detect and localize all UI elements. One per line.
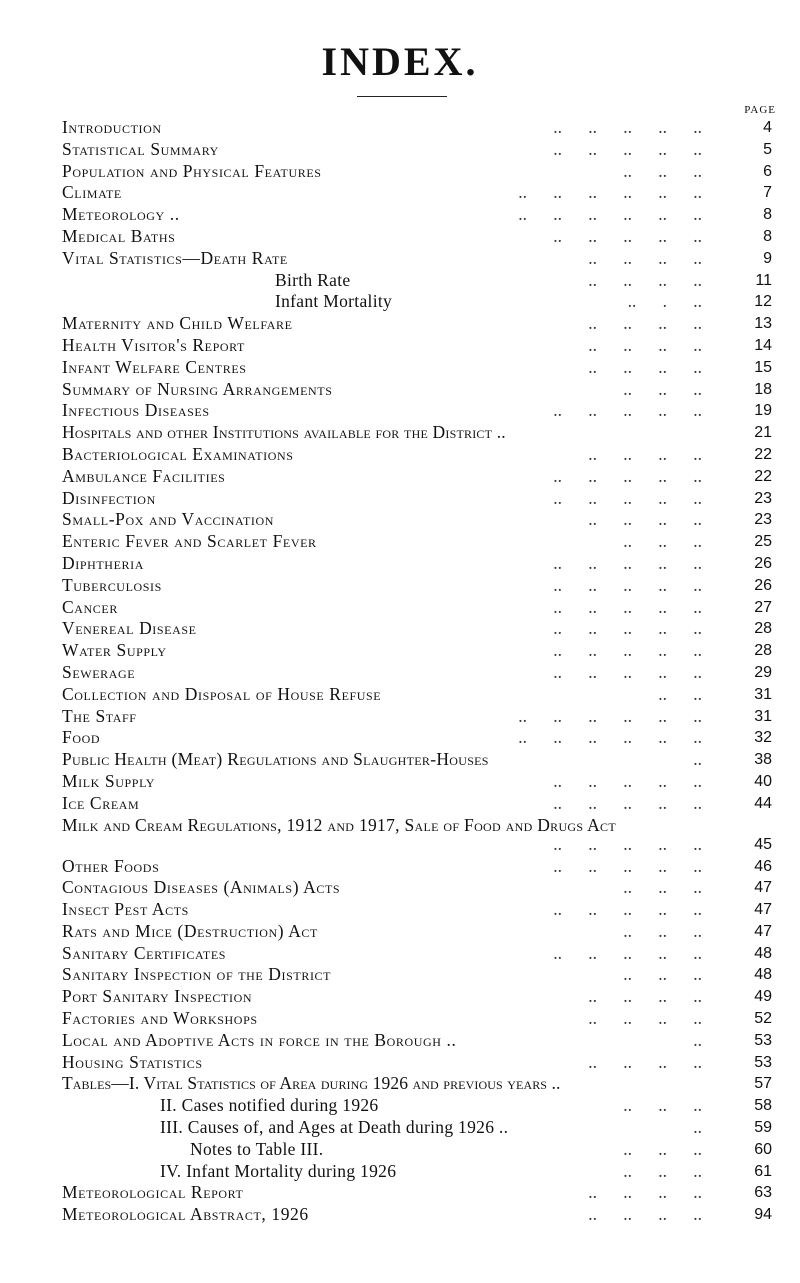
entry-label: Food (62, 727, 101, 748)
index-entry-medical-baths (62, 226, 772, 248)
entry-label: Statistical Summary (62, 138, 219, 159)
entry-label: Enteric Fever and Scarlet Fever (62, 531, 317, 552)
leader-dots: .. .. .. .. .. (553, 942, 702, 963)
entry-page: 19 (754, 402, 772, 420)
leader-dots: .. .. .. (623, 531, 702, 552)
entry-page: 7 (763, 184, 772, 202)
entry-label: The Staff (62, 705, 137, 726)
entry-label: Bacteriological Examinations (62, 443, 294, 464)
leader-dots: .. .. .. .. .. (553, 855, 702, 876)
leader-dots: .. .. .. (623, 1095, 702, 1116)
entry-label: Climate (62, 182, 122, 203)
entry-label: Port Sanitary Inspection (62, 986, 253, 1007)
entry-page: 47 (754, 879, 772, 897)
entry-page: 63 (754, 1184, 772, 1202)
entry-label: Meteorological Abstract, 1926 (62, 1204, 309, 1225)
leader-dots: .. .. .. .. (588, 356, 702, 377)
entry-label: Milk and Cream Regulations, 1912 and 1917, Sale of Food and Drugs Act (62, 814, 616, 835)
index-entry-maternity (62, 313, 772, 335)
entry-page: 52 (754, 1010, 772, 1028)
leader-dots: .. .. .. .. .. (553, 770, 702, 791)
entry-page: 6 (763, 162, 772, 180)
entry-page: 5 (763, 140, 772, 158)
leader-dots: .. (693, 1117, 702, 1138)
entry-label: Notes to Table III. (190, 1138, 324, 1159)
index-entry-meteorology (62, 204, 772, 226)
index-entry-hospitals (62, 422, 772, 444)
entry-label: Insect Pest Acts (62, 899, 189, 920)
entry-page: 94 (754, 1206, 772, 1224)
index-entry-milk-cream-regulations (62, 815, 772, 856)
entry-page: 61 (754, 1162, 772, 1180)
index-entry-statistical-summary (62, 139, 772, 161)
entry-page: 60 (754, 1140, 772, 1158)
entry-label: Population and Physical Features (62, 160, 322, 181)
index-entry-death-rate (62, 248, 772, 270)
title-rule (357, 96, 447, 97)
entry-page: 22 (754, 445, 772, 463)
entry-page: 8 (763, 227, 772, 245)
leader-dots: .. .. (658, 683, 702, 704)
leader-dots: .. .. .. .. (588, 334, 702, 355)
leader-dots: .. .. .. .. .. (553, 618, 702, 639)
entry-page: 29 (754, 663, 772, 681)
entry-page: 57 (754, 1075, 772, 1093)
leader-dots: .. .. .. .. .. (553, 640, 702, 661)
leader-dots: .. .. .. .. (588, 509, 702, 530)
index-entry-venereal (62, 618, 772, 640)
entry-page: 22 (754, 467, 772, 485)
entry-page: 27 (754, 598, 772, 616)
entry-page: 4 (763, 119, 772, 136)
leader-dots: .. .. .. .. .. .. (518, 705, 702, 726)
entry-page: 11 (755, 271, 772, 289)
index-entry-population (62, 161, 772, 183)
index-entry-contagious-diseases (62, 877, 772, 899)
index-entry-milk-supply (62, 771, 772, 793)
leader-dots: .. .. .. .. .. (553, 661, 702, 682)
leader-dots: .. .. .. .. .. (553, 487, 702, 508)
entry-page: 9 (763, 249, 772, 267)
leader-dots: .. .. .. .. .. (553, 596, 702, 617)
entry-page: 23 (754, 511, 772, 529)
entry-page: 38 (754, 751, 772, 769)
index-entry-notes-table-iii (62, 1139, 772, 1161)
index-entry-tables-vital-statistics (62, 1073, 772, 1095)
index-entry-bacteriological (62, 444, 772, 466)
entry-label: Birth Rate (275, 269, 351, 290)
entry-label: IV. Infant Mortality during 1926 (160, 1160, 397, 1181)
entry-page: 13 (754, 315, 772, 333)
entry-label: Infectious Diseases (62, 400, 210, 421)
entry-label: Tables—I. Vital Statistics of Area during 1926 and previous years .. (62, 1073, 561, 1094)
entry-label: Infant Mortality (275, 291, 393, 312)
leader-dots: .. .. .. .. .. (553, 833, 702, 854)
index-entry-enteric-fever (62, 531, 772, 553)
index-entry-meteorological-abstract (62, 1204, 772, 1226)
entry-page: 47 (754, 901, 772, 919)
index-entry-infant-mortality (62, 291, 772, 313)
entry-label: Factories and Workshops (62, 1008, 258, 1029)
index-entry-ambulance (62, 466, 772, 488)
entry-label: Meteorological Report (62, 1182, 244, 1203)
leader-dots: .. .. .. .. (588, 1008, 702, 1029)
entry-label: Ambulance Facilities (62, 465, 226, 486)
entry-page: 31 (754, 707, 772, 725)
entry-page: 26 (754, 576, 772, 594)
leader-dots: .. .. .. (623, 160, 702, 181)
entry-page: 40 (754, 772, 772, 790)
leader-dots: .. . .. (627, 291, 702, 312)
leader-dots: .. .. .. .. (588, 1204, 702, 1225)
index-entries (62, 117, 772, 1226)
index-entry-meat-regulations (62, 749, 772, 771)
leader-dots: .. .. .. .. .. (553, 899, 702, 920)
entry-label: Disinfection (62, 487, 156, 508)
index-entry-health-visitor (62, 335, 772, 357)
entry-page: 28 (754, 642, 772, 660)
index-entry-diphtheria (62, 553, 772, 575)
index-entry-factories (62, 1008, 772, 1030)
leader-dots: .. .. .. .. .. (553, 138, 702, 159)
index-entry-house-refuse (62, 684, 772, 706)
entry-label: Ice Cream (62, 792, 140, 813)
entry-label: Maternity and Child Welfare (62, 313, 293, 334)
leader-dots: .. .. .. (623, 378, 702, 399)
index-entry-infant-mortality-table (62, 1161, 772, 1183)
entry-page: 49 (754, 988, 772, 1006)
leader-dots: .. .. .. .. (588, 313, 702, 334)
index-entry-housing-statistics (62, 1052, 772, 1074)
index-entry-sanitary-certificates (62, 943, 772, 965)
entry-page: 8 (763, 206, 772, 224)
index-entry-food (62, 727, 772, 749)
index-entry-rats-mice (62, 921, 772, 943)
page-title: INDEX. (321, 39, 479, 84)
entry-label: Vital Statistics—Death Rate (62, 247, 288, 268)
entry-label: Milk Supply (62, 770, 156, 791)
index-entry-sewerage (62, 662, 772, 684)
entry-page: 32 (754, 729, 772, 747)
leader-dots: .. .. .. .. .. (553, 117, 702, 137)
index-entry-cancer (62, 597, 772, 619)
index-entry-infectious-diseases (62, 400, 772, 422)
entry-page: 18 (754, 380, 772, 398)
entry-page: 47 (754, 922, 772, 940)
entry-label: Infant Welfare Centres (62, 356, 247, 377)
leader-dots: .. .. .. (623, 877, 702, 898)
index-entry-birth-rate (62, 270, 772, 292)
entry-label: Public Health (Meat) Regulations and Slaughter-Houses (62, 749, 489, 770)
entry-label: Diphtheria (62, 552, 144, 573)
leader-dots: .. .. .. .. (588, 269, 702, 290)
page-column-header: PAGE (744, 104, 776, 116)
entry-label: Medical Baths (62, 225, 176, 246)
entry-page: 46 (754, 857, 772, 875)
leader-dots: .. .. .. .. .. (553, 552, 702, 573)
index-entry-infant-welfare (62, 357, 772, 379)
entry-label: Sanitary Inspection of the District (62, 964, 332, 985)
entry-label: Collection and Disposal of House Refuse (62, 683, 382, 704)
entry-page: 28 (754, 620, 772, 638)
leader-dots: .. (693, 749, 702, 770)
entry-label: Other Foods (62, 855, 160, 876)
index-entry-nursing (62, 379, 772, 401)
index-entry-local-acts (62, 1030, 772, 1052)
entry-label: Sanitary Certificates (62, 942, 227, 963)
leader-dots: .. .. .. .. (588, 986, 702, 1007)
leader-dots: .. .. .. (623, 920, 702, 941)
entry-page: 44 (754, 794, 772, 812)
index-entry-insect-pest (62, 899, 772, 921)
leader-dots: .. .. .. .. (588, 1051, 702, 1072)
index-entry-disinfection (62, 488, 772, 510)
index-entry-sanitary-inspection (62, 964, 772, 986)
entry-page: 25 (754, 533, 772, 551)
leader-dots: .. .. .. .. (588, 443, 702, 464)
index-entry-small-pox (62, 509, 772, 531)
leader-dots: .. (693, 1029, 702, 1050)
index-entry-meteorological-report (62, 1182, 772, 1204)
entry-label: Rats and Mice (Destruction) Act (62, 920, 318, 941)
entry-page: 14 (754, 336, 772, 354)
entry-label: II. Cases notified during 1926 (160, 1095, 379, 1116)
entry-page: 53 (754, 1031, 772, 1049)
entry-label: Summary of Nursing Arrangements (62, 378, 333, 399)
entry-label: Health Visitor's Report (62, 334, 245, 355)
entry-label: III. Causes of, and Ages at Death during 1926 .. (160, 1117, 509, 1138)
index-entry-climate (62, 182, 772, 204)
leader-dots: .. .. .. .. .. (553, 465, 702, 486)
entry-page: 26 (754, 554, 772, 572)
entry-label: Sewerage (62, 661, 136, 682)
entry-page: 31 (754, 685, 772, 703)
entry-label: Meteorology .. (62, 204, 180, 225)
entry-label: Hospitals and other Institutions available for the District .. (62, 422, 506, 443)
entry-page: 53 (754, 1053, 772, 1071)
index-entry-port-sanitary (62, 986, 772, 1008)
leader-dots: .. .. .. .. .. .. (518, 182, 702, 203)
index-entry-other-foods (62, 856, 772, 878)
leader-dots: .. .. .. (623, 1138, 702, 1159)
leader-dots: .. .. .. (623, 1160, 702, 1181)
entry-label: Housing Statistics (62, 1051, 203, 1072)
index-entry-cases-notified (62, 1095, 772, 1117)
leader-dots: .. .. .. .. .. (553, 225, 702, 246)
entry-label: Local and Adoptive Acts in force in the Borough .. (62, 1029, 457, 1050)
leader-dots: .. .. .. .. (588, 1182, 702, 1203)
entry-page: 45 (754, 835, 772, 853)
entry-label: Water Supply (62, 640, 167, 661)
entry-label: Venereal Disease (62, 618, 197, 639)
leader-dots: .. .. .. .. .. (553, 574, 702, 595)
entry-page: 59 (754, 1119, 772, 1137)
index-entry-ice-cream (62, 793, 772, 815)
leader-dots: .. .. .. .. (588, 247, 702, 268)
entry-label: Tuberculosis (62, 574, 162, 595)
index-entry-causes-of-death (62, 1117, 772, 1139)
entry-page: 15 (754, 358, 772, 376)
entry-label: Introduction (62, 117, 162, 137)
entry-page: 12 (754, 293, 772, 311)
entry-page: 58 (754, 1097, 772, 1115)
leader-dots: .. .. .. (623, 964, 702, 985)
entry-page: 23 (754, 489, 772, 507)
leader-dots: .. .. .. .. .. (553, 792, 702, 813)
index-entry-tuberculosis (62, 575, 772, 597)
leader-dots: .. .. .. .. .. .. (518, 204, 702, 225)
leader-dots: .. .. .. .. .. (553, 400, 702, 421)
index-entry-the-staff (62, 706, 772, 728)
index-entry-introduction (62, 117, 772, 139)
entry-label: Small-Pox and Vaccination (62, 509, 275, 530)
index-entry-water-supply (62, 640, 772, 662)
entry-label: Contagious Diseases (Animals) Acts (62, 877, 341, 898)
entry-label: Cancer (62, 596, 118, 617)
entry-page: 48 (754, 966, 772, 984)
entry-page: 48 (754, 944, 772, 962)
entry-page: 21 (754, 424, 772, 442)
leader-dots: .. .. .. .. .. .. (518, 727, 702, 748)
